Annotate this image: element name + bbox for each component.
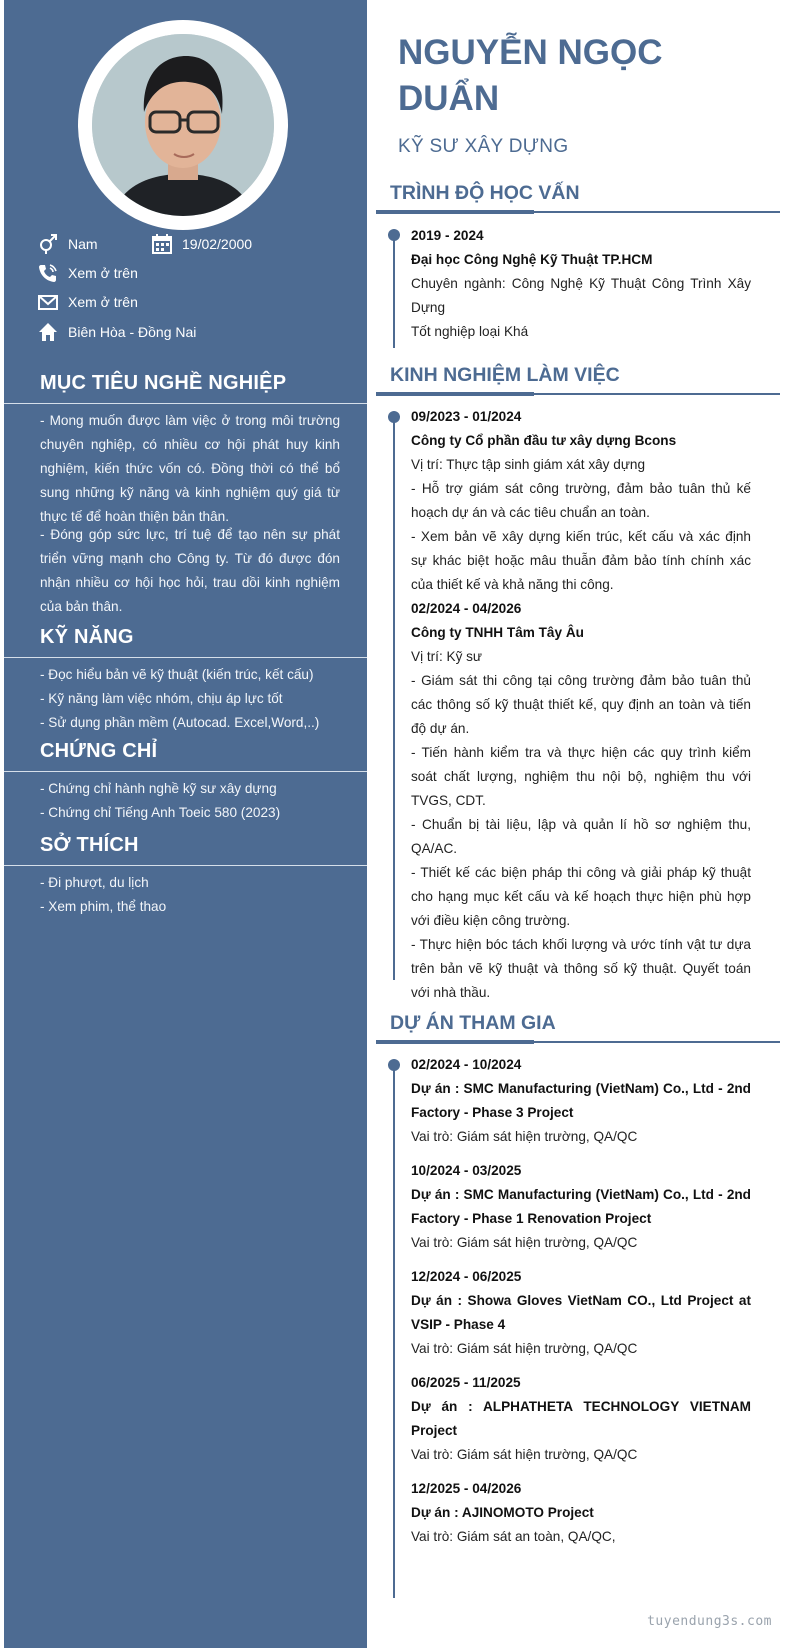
education-timeline <box>393 234 395 348</box>
education-divider <box>376 211 780 213</box>
experience-heading: KINH NGHIỆM LÀM VIỆC <box>390 364 620 386</box>
entry-date: 06/2025 - 11/2025 <box>411 1375 521 1390</box>
skills-list <box>40 663 350 735</box>
hobby-item: - Đi phượt, du lịch <box>40 875 149 890</box>
entry-date: 02/2024 - 04/2026 <box>411 601 522 616</box>
certificates-divider <box>4 771 367 772</box>
project-entry <box>411 1053 751 1149</box>
job-title: KỸ SƯ XÂY DỰNG <box>398 136 569 157</box>
candidate-name: NGUYỄN NGỌC DUẨN <box>398 33 663 118</box>
experience-timeline <box>393 416 395 980</box>
entry-title: Công ty Cổ phần đầu tư xây dựng Bcons <box>411 433 677 448</box>
timeline-dot <box>388 229 400 241</box>
objective-paragraph: - Đóng góp sức lực, trí tuệ để tạo nên sự phát triển vững mạnh cho Công ty. Từ đó được đón nhận nhiều cơ hội học hỏi, trau dồi kinh nghiệm của bản thân. <box>40 527 340 614</box>
entry-line: - Giám sát thi công tại công trường đảm bảo tuân thủ các thông số kỹ thuật thiết kế, quy định an toàn và tiến độ dự án. <box>411 673 751 736</box>
entry-line: Vai trò: Giám sát hiện trường, QA/QC <box>411 1447 638 1462</box>
entry-date: 09/2023 - 01/2024 <box>411 409 522 424</box>
projects-heading: DỰ ÁN THAM GIA <box>390 1012 556 1034</box>
hobbies-list <box>40 871 350 919</box>
objective-heading: MỤC TIÊU NGHỀ NGHIỆP <box>40 372 287 394</box>
hobby-item: - Xem phim, thể thao <box>40 899 167 914</box>
entry-line: Vai trò: Giám sát an toàn, QA/QC, <box>411 1529 616 1544</box>
mail-icon <box>38 292 58 312</box>
phone-value: Xem ở trên <box>68 265 138 281</box>
hobbies-heading: SỞ THÍCH <box>40 834 139 856</box>
sidebar <box>4 0 367 1648</box>
phone-icon <box>38 263 58 283</box>
address-row <box>38 322 196 342</box>
skill-item: - Kỹ năng làm việc nhóm, chịu áp lực tốt <box>40 691 283 706</box>
entry-line: - Thiết kế các biện pháp thi công và giải pháp kỹ thuật cho hạng mục kết cấu và kế hoạch thực hiện phù hợp với điều kiện công trường. <box>411 865 751 928</box>
entry-title: Dự án : SMC Manufacturing (VietNam) Co., Ltd - 2nd Factory - Phase 3 Project <box>411 1081 751 1120</box>
entry-line: - Tiến hành kiểm tra và thực hiện các quy trình kiểm soát chất lượng, nghiệm thu nội bộ, nghiệm thu với TVGS, CDT. <box>411 745 751 808</box>
home-icon <box>38 322 58 342</box>
entry-line: Vai trò: Giám sát hiện trường, QA/QC <box>411 1341 638 1356</box>
watermark: tuyendung3s.com <box>647 1614 772 1629</box>
entry-line: Vị trí: Thực tập sinh giám xát xây dựng <box>411 457 646 472</box>
hobbies-divider <box>4 865 367 866</box>
address-value: Biên Hòa - Đồng Nai <box>68 324 197 340</box>
entry-title: Dự án : Showa Gloves VietNam CO., Ltd Project at VSIP - Phase 4 <box>411 1293 751 1332</box>
gender-icon <box>38 234 58 254</box>
certificates-list <box>40 777 350 825</box>
entry-title: Dự án : AJINOMOTO Project <box>411 1505 594 1520</box>
entry-line: Vai trò: Giám sát hiện trường, QA/QC <box>411 1235 638 1250</box>
certificate-item: - Chứng chỉ Tiếng Anh Toeic 580 (2023) <box>40 805 281 820</box>
timeline-dot <box>388 411 400 423</box>
timeline-dot <box>388 1059 400 1071</box>
experience-entry <box>411 597 751 1005</box>
objective-paragraph: - Mong muốn được làm việc ở trong môi trường chuyên nghiệp, có nhiều cơ hội phát huy kinh nghiệm, kiến thức vốn có. Đồng thời có thể bổ sung những kỹ năng và kinh nghiệm quý giá từ thực tế để hoàn thiện bản thân. <box>40 413 340 524</box>
skill-item: - Sử dụng phần mềm (Autocad. Excel,Word,..) <box>40 715 320 730</box>
certificates-heading: CHỨNG CHỈ <box>40 740 158 762</box>
project-entry <box>411 1371 751 1467</box>
entry-title: Công ty TNHH Tâm Tây Âu <box>411 625 584 640</box>
avatar <box>78 20 288 230</box>
project-entry <box>411 1159 751 1255</box>
entry-date: 10/2024 - 03/2025 <box>411 1163 522 1178</box>
project-entry <box>411 1477 751 1549</box>
projects-timeline <box>393 1064 395 1598</box>
entry-line: - Chuẩn bị tài liệu, lập và quản lí hồ sơ nghiệm thu, QA/AC. <box>411 817 751 856</box>
gender-value: Nam <box>68 236 98 252</box>
gender-row <box>38 234 98 254</box>
entry-date: 12/2024 - 06/2025 <box>411 1269 522 1284</box>
profile-photo <box>92 34 274 216</box>
entry-line: - Thực hiện bóc tách khối lượng và ước tính vật tư dựa trên bản vẽ kỹ thuật và thông số kỹ thuật. Quyết toán với nhà thầu. <box>411 937 751 1000</box>
birthdate-value: 19/02/2000 <box>182 236 253 252</box>
entry-line: Chuyên ngành: Công Nghệ Kỹ Thuật Công Trình Xây Dựng <box>411 276 751 315</box>
calendar-icon <box>152 234 172 254</box>
entry-line: Tốt nghiệp loại Khá <box>411 324 529 339</box>
experience-divider <box>376 393 780 395</box>
education-entry <box>411 224 751 344</box>
entry-date: 02/2024 - 10/2024 <box>411 1057 522 1072</box>
entry-title: Dự án : ALPHATHETA TECHNOLOGY VIETNAM Project <box>411 1399 751 1438</box>
email-value: Xem ở trên <box>68 294 138 310</box>
entry-line: Vai trò: Giám sát hiện trường, QA/QC <box>411 1129 638 1144</box>
education-heading: TRÌNH ĐỘ HỌC VẤN <box>390 182 580 204</box>
entry-date: 12/2025 - 04/2026 <box>411 1481 522 1496</box>
objective-divider <box>4 403 367 404</box>
entry-line: - Hỗ trợ giám sát công trường, đảm bảo tuân thủ kế hoạch dự án và các tiêu chuẩn an toàn. <box>411 481 751 520</box>
skills-divider <box>4 657 367 658</box>
entry-title: Đại học Công Nghệ Kỹ Thuật TP.HCM <box>411 252 653 267</box>
certificate-item: - Chứng chỉ hành nghề kỹ sư xây dựng <box>40 781 277 796</box>
experience-entry <box>411 405 751 597</box>
phone-row <box>38 263 138 283</box>
skill-item: - Đọc hiểu bản vẽ kỹ thuật (kiến trúc, kết cấu) <box>40 667 314 682</box>
entry-title: Dự án : SMC Manufacturing (VietNam) Co., Ltd - 2nd Factory - Phase 1 Renovation Project <box>411 1187 751 1226</box>
birthdate-row <box>152 234 252 254</box>
entry-line: - Xem bản vẽ xây dựng kiến trúc, kết cấu và xác định sự khác biệt hoặc mâu thuẫn đảm bảo tính chính xác của thiết kế và khả năng thi công. <box>411 529 751 592</box>
entry-line: Vị trí: Kỹ sư <box>411 649 483 664</box>
projects-divider <box>376 1041 780 1043</box>
project-entry <box>411 1265 751 1361</box>
email-row <box>38 292 138 312</box>
skills-heading: KỸ NĂNG <box>40 626 134 648</box>
entry-date: 2019 - 2024 <box>411 228 484 243</box>
